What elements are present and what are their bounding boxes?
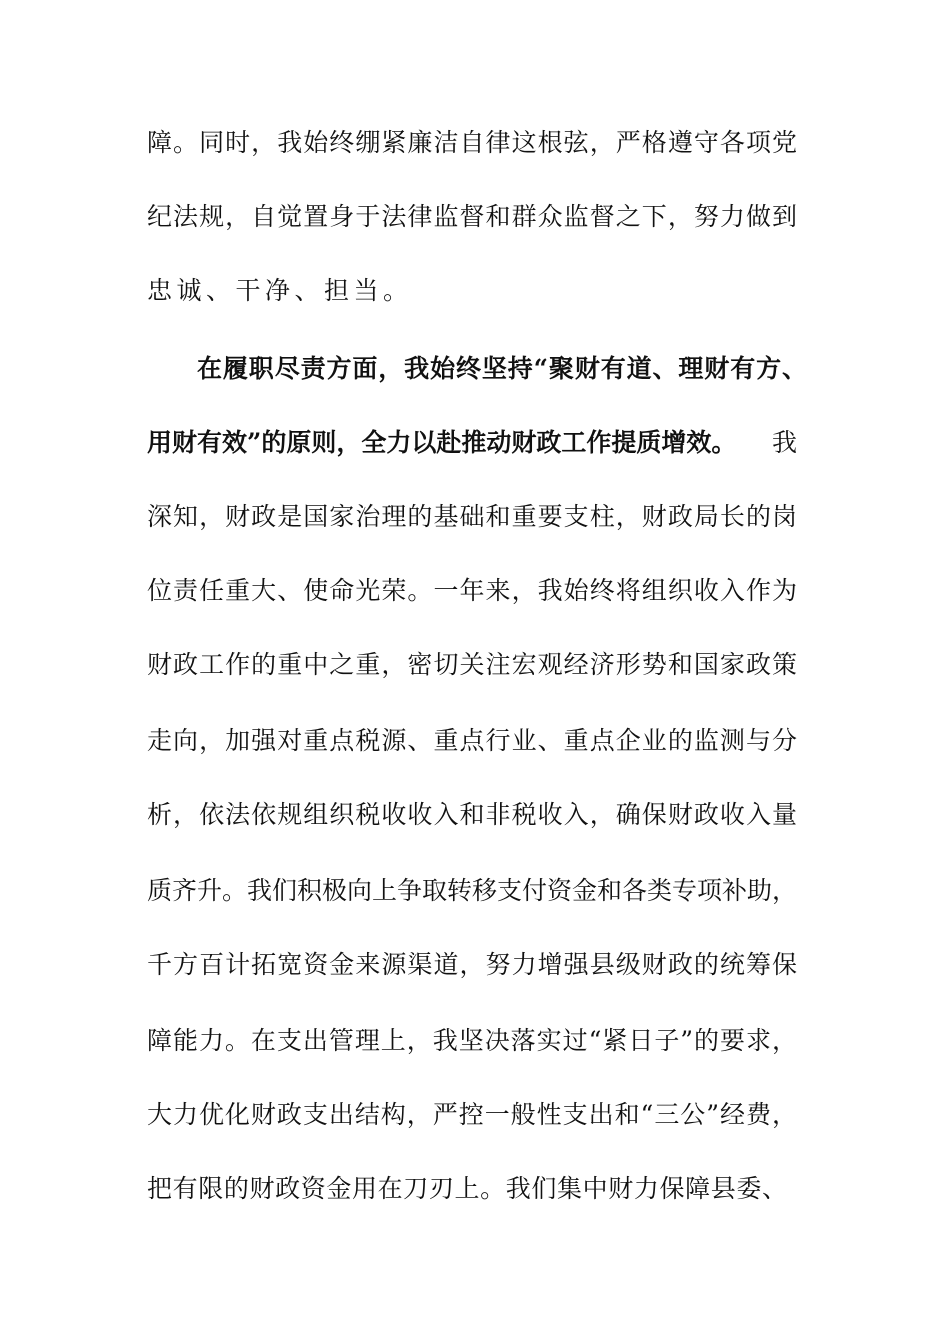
text-line: 纪法规，自觉置身于法律监督和群众监督之下，努力做到 (147, 202, 797, 231)
paragraph-heading-line (147, 425, 797, 461)
text-line: 障能力。在支出管理上，我坚决落实过“紧日子”的要求， (147, 1026, 797, 1055)
text-line: 位责任重大、使命光荣。一年来，我始终将组织收入作为 (147, 576, 797, 605)
text-line: 析，依法依规组织税收收入和非税收入，确保财政收入量 (147, 800, 797, 829)
text-continuation: 我 (771, 428, 797, 457)
text-line: 财政工作的重中之重，密切关注宏观经济形势和国家政策 (147, 650, 797, 679)
text-line: 千方百计拓宽资金来源渠道，努力增强县级财政的统筹保 (147, 950, 797, 979)
text-line: 质齐升。我们积极向上争取转移支付资金和各类专项补助， (147, 876, 798, 905)
text-line: 障。同时，我始终绷紧廉洁自律这根弦，严格遵守各项党 (147, 128, 797, 157)
text-line: 忠诚、干净、担当。 (147, 276, 413, 305)
text-line: 深知，财政是国家治理的基础和重要支柱，财政局长的岗 (147, 502, 797, 531)
paragraph-heading-line: 在履职尽责方面，我始终坚持“聚财有道、理财有方、 (197, 354, 807, 383)
heading-bold-text: 用财有效”的原则，全力以赴推动财政工作提质增效。 (147, 428, 737, 457)
text-line: 大力优化财政支出结构，严控一般性支出和“三公”经费， (147, 1100, 797, 1129)
text-line: 把有限的财政资金用在刀刃上。我们集中财力保障县委、 (147, 1174, 787, 1203)
text-line: 走向，加强对重点税源、重点行业、重点企业的监测与分 (147, 726, 797, 755)
